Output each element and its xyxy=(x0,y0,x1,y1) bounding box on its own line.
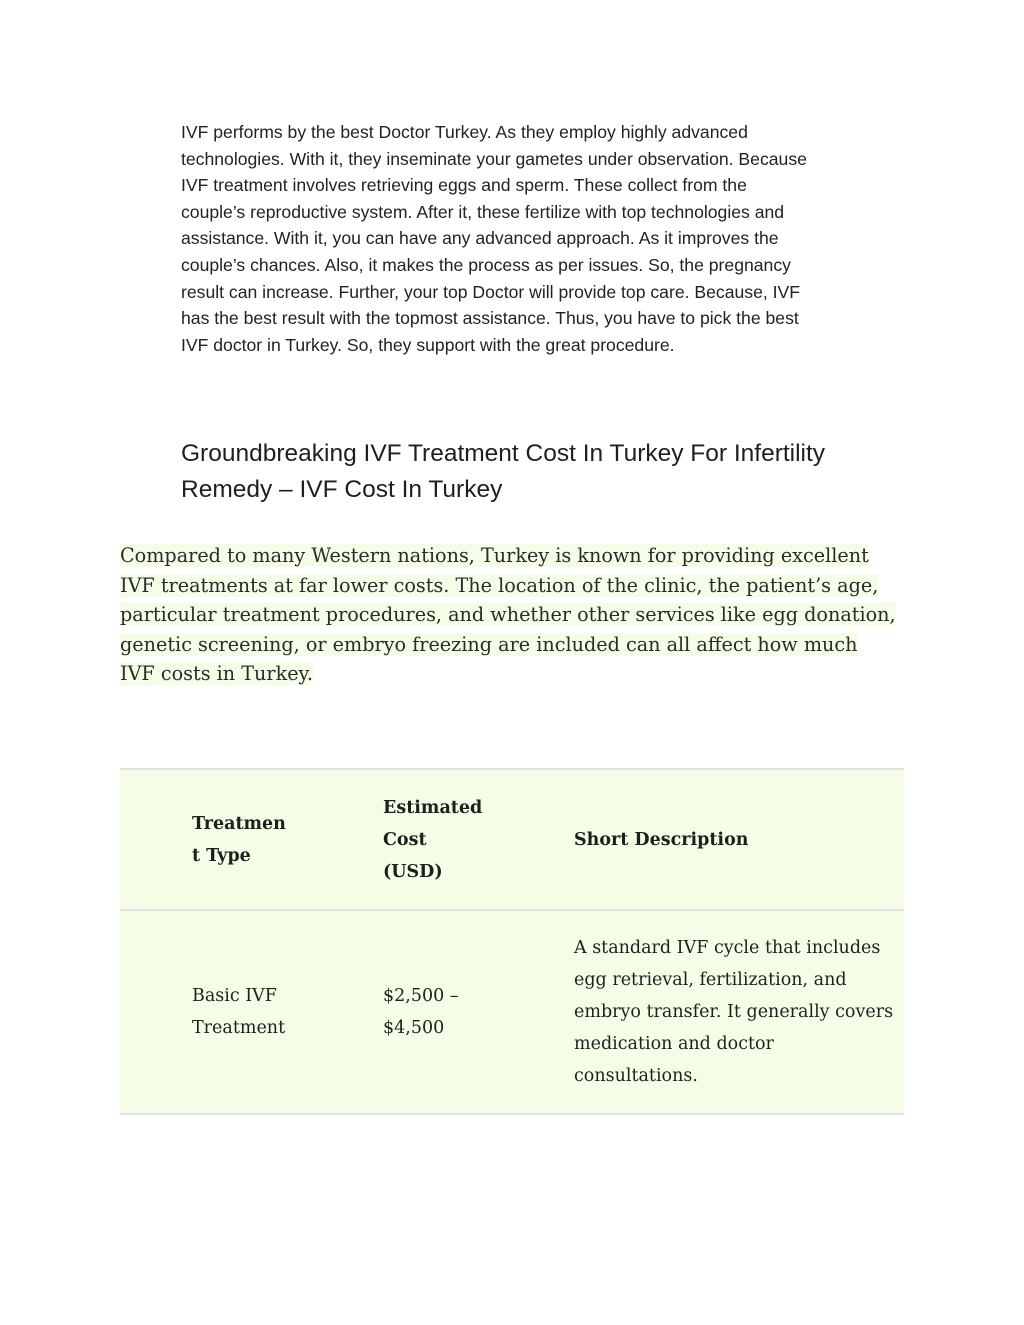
header-text-line: (USD) xyxy=(383,861,443,882)
cell-estimated-cost xyxy=(383,910,574,1114)
cell-text-line: consultations. xyxy=(574,1066,698,1086)
intro-line: technologies. With it, they inseminate your gametes under observation. Because xyxy=(181,148,807,169)
cost-table xyxy=(120,768,904,1115)
table-header-row xyxy=(120,769,904,910)
cell-text-line: medication and doctor xyxy=(574,1034,774,1054)
cell-text-line: A standard IVF cycle that includes xyxy=(574,938,881,958)
intro-line: couple’s reproductive system. After it, these fertilize with top technologies and xyxy=(181,201,785,222)
section-heading xyxy=(181,436,921,508)
header-text-line: t Type xyxy=(192,845,251,866)
intro-line: IVF doctor in Turkey. So, they support with the great procedure. xyxy=(181,334,675,355)
header-estimated-cost xyxy=(383,769,574,910)
cost-paragraph xyxy=(120,541,920,689)
intro-line: IVF treatment involves retrieving eggs and sperm. These collect from the xyxy=(181,175,747,196)
heading-line: Remedy – IVF Cost In Turkey xyxy=(181,476,503,503)
cell-treatment-type xyxy=(120,910,383,1114)
cost-paragraph-line: particular treatment procedures, and whether other services like egg donation, xyxy=(120,603,896,627)
header-text-line: Treatmen xyxy=(192,813,286,834)
cell-short-description xyxy=(574,910,904,1114)
heading-line: Groundbreaking IVF Treatment Cost In Turkey For Infertility xyxy=(181,440,826,467)
cell-text-line: $4,500 xyxy=(383,1018,445,1038)
intro-line: result can increase. Further, your top Doctor will provide top care. Because, IVF xyxy=(181,281,800,302)
cell-text-line: Basic IVF xyxy=(192,986,277,1006)
header-short-description xyxy=(574,769,904,910)
cost-paragraph-line: IVF costs in Turkey. xyxy=(120,662,313,686)
header-text-line: Estimated xyxy=(383,797,483,818)
table-row xyxy=(120,910,904,1114)
intro-line: has the best result with the topmost assistance. Thus, you have to pick the best xyxy=(181,308,799,329)
header-text-line: Cost xyxy=(383,829,427,850)
cell-text-line: Treatment xyxy=(192,1018,286,1038)
cost-paragraph-line: IVF treatments at far lower costs. The location of the clinic, the patient’s age, xyxy=(120,573,879,597)
cost-paragraph-line: genetic screening, or embryo freezing are included can all affect how much xyxy=(120,632,858,656)
cell-text-line: embryo transfer. It generally covers xyxy=(574,1002,894,1022)
cell-text-line: $2,500 – xyxy=(383,986,459,1006)
header-text-line: Short Description xyxy=(574,829,749,850)
intro-line: assistance. With it, you can have any advanced approach. As it improves the xyxy=(181,228,779,249)
intro-line: IVF performs by the best Doctor Turkey. As they employ highly advanced xyxy=(181,122,748,142)
header-treatment-type xyxy=(120,769,383,910)
intro-line: couple’s chances. Also, it makes the process as per issues. So, the pregnancy xyxy=(181,254,791,275)
intro-paragraph xyxy=(181,119,911,358)
cell-text-line: egg retrieval, fertilization, and xyxy=(574,970,847,990)
cost-paragraph-line: Compared to many Western nations, Turkey is known for providing excellent xyxy=(120,544,869,567)
